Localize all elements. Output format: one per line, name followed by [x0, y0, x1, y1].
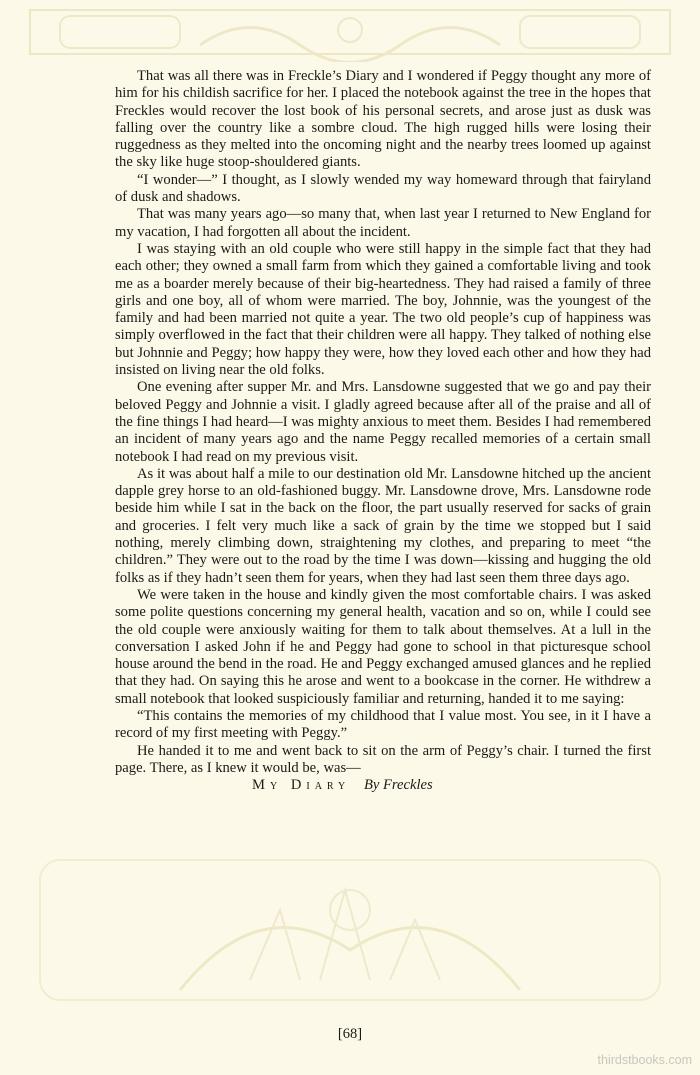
- paragraph: That was many years ago—so many that, when last year I returned to New England for my vacation, I had forgotten all about the incident.: [115, 206, 651, 240]
- diary-title: My Diary: [252, 777, 351, 794]
- paragraph: That was all there was in Freckle’s Diary and I wondered if Peggy thought any more of him for his childish sacrifice for her. I placed the notebook against the tree in the hopes that Freckles would recover the lost book of his personal secrets, and arose just as dusk was falling over the country like a sombre cloud. The high rugged hills were losing their ruggedness as they melted into the oncoming night and the nearby trees loomed up against the sky like huge stoop-shouldered giants.: [115, 68, 651, 171]
- paragraph: We were taken in the house and kindly given the most comfortable chairs. I was asked some polite questions concerning my general health, vacation and so on, while I could see the old couple were anxiously waiting for them to talk about themselves. At a lull in the conversation I asked John if he and Peggy had gone to school in that picturesque school house around the bend in the road. He and Peggy exchanged amused glances and he replied that they had. On saying this he arose and went to a bookcase in the corner. He withdrew a small notebook that looked suspiciously familiar and returning, handed it to me saying:: [115, 586, 651, 707]
- paragraph: He handed it to me and went back to sit on the arm of Peggy’s chair. I turned the first page. There, as I knew it would be, was—: [115, 742, 651, 776]
- paragraph: As it was about half a mile to our destination old Mr. Lansdowne hitched up the ancient dapple grey horse to an old-fashioned buggy. Mr. Lansdowne drove, Mrs. Lansdowne rode beside him while I sat in the back on the floor, the part usually reserved for sacks of grain and groceries. I felt very much like a sack of grain by the time we stopped but I said nothing, merely climbing down, straightening my clothes, and preparing to meet “the children.” They were out to the road by the time I was down—kissing and hugging the old folks as if they hadn’t seen them for years, when they had last seen them three days ago.: [115, 465, 651, 586]
- header-ornament: [0, 0, 700, 62]
- footer-ornament: [0, 850, 700, 1010]
- watermark: thirdstbooks.com: [597, 1053, 692, 1067]
- body-text: [115, 68, 651, 794]
- diary-heading: [115, 777, 651, 794]
- paragraph: “This contains the memories of my childhood that I value most. You see, in it I have a record of my first meeting with Peggy.”: [115, 707, 651, 742]
- page-number: [68]: [337, 1026, 363, 1042]
- paragraph: I was staying with an old couple who were still happy in the simple fact that they had each other; they owned a small farm from which they gained a comfortable living and took me as a boarder merely because of their big-heartedness. They had raised a family of three girls and one boy, all of whom were married. The boy, Johnnie, was the youngest of the family and had been married not quite a year. The two old people’s cup of happiness was simply overflowed in the fact that their children were all happy. They talked of nothing else but Johnnie and Peggy; how happy they were, how they loved each other and how they had insisted on living near the old folks.: [115, 240, 651, 379]
- paragraph: One evening after supper Mr. and Mrs. Lansdowne suggested that we go and pay their beloved Peggy and Johnnie a visit. I gladly agreed because after all of the praise and all of the fine things I had heard—I was mighty anxious to meet them. Besides I had remembered an incident of many years ago and the name Peggy recalled memories of a certain small notebook I had read on my previous visit.: [115, 379, 651, 465]
- diary-byline: By Freckles: [363, 777, 433, 794]
- paragraph: “I wonder—” I thought, as I slowly wended my way homeward through that fairyland of dusk and shadows.: [115, 171, 651, 206]
